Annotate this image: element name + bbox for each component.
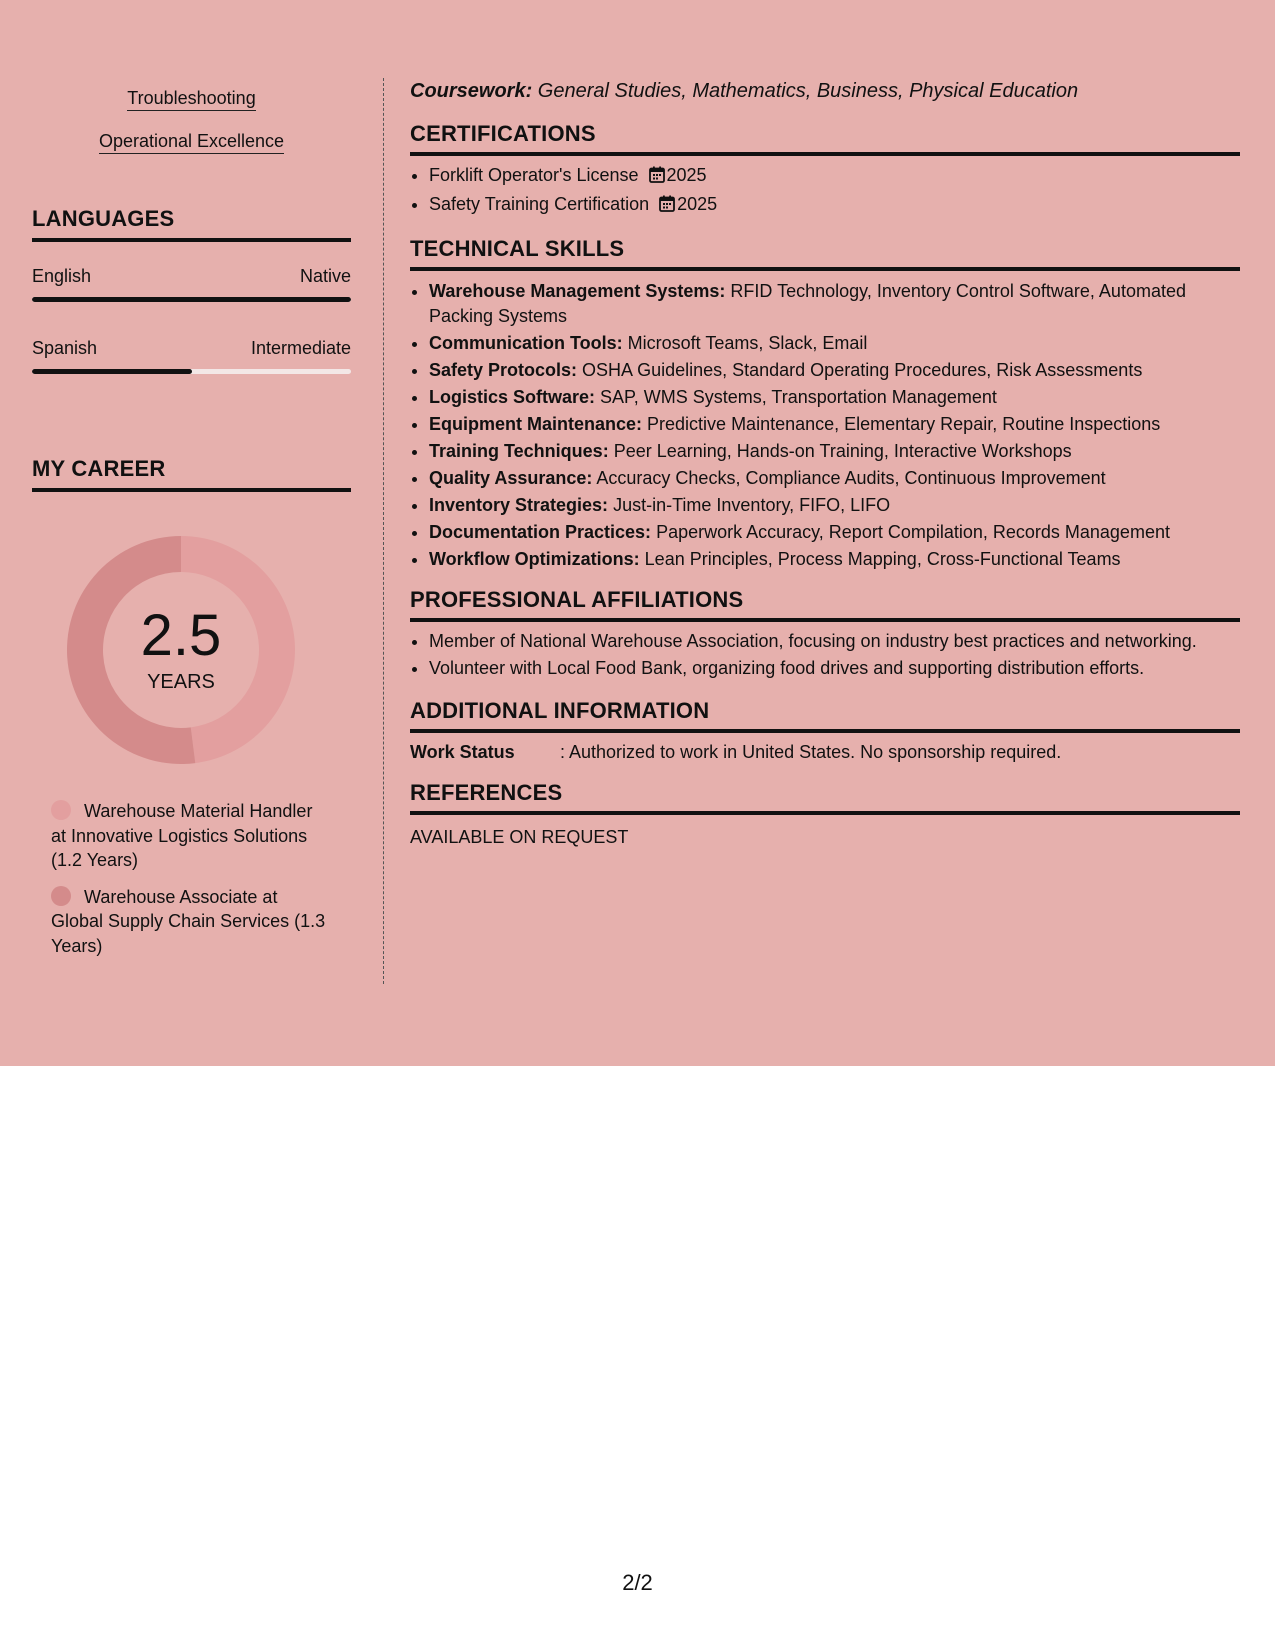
career-legend-dot	[51, 800, 71, 820]
skill-label: Documentation Practices:	[429, 521, 652, 542]
skill-tag: Troubleshooting	[127, 88, 255, 111]
certification-year: 2025	[677, 194, 718, 214]
skill-text: Just-in-Time Inventory, FIFO, LIFO	[608, 494, 891, 515]
certifications-list	[410, 162, 1240, 220]
skill-label: Equipment Maintenance:	[429, 413, 643, 434]
skill-text: OSHA Guidelines, Standard Operating Procedures, Risk Assessments	[577, 359, 1143, 380]
calendar-icon	[659, 193, 675, 220]
skill-label: Logistics Software:	[429, 386, 596, 407]
column-divider	[383, 78, 384, 984]
certification-item	[429, 162, 1240, 191]
technical-skill-item	[429, 493, 1240, 518]
main-content	[410, 78, 1240, 848]
skill-text: Paperwork Accuracy, Report Compilation, Records Management	[651, 521, 1170, 542]
language-level: Intermediate	[250, 338, 351, 358]
language-item	[32, 338, 351, 374]
additional-info-heading: ADDITIONAL INFORMATION	[410, 698, 1240, 733]
career-total-value: 2.5	[140, 603, 222, 668]
skill-text: RFID Technology, Inventory Control Software, Automated Packing Systems	[429, 281, 1186, 326]
certification-name: Safety Training Certification	[429, 194, 650, 214]
language-level: Native	[299, 266, 351, 286]
affiliation-item: • Volunteer with Local Food Bank, organizing food drives and supporting distribution efforts.	[429, 655, 1240, 682]
skill-label: Quality Assurance:	[429, 467, 593, 488]
technical-skill-item	[429, 279, 1240, 328]
coursework-label: Coursework:	[410, 80, 533, 102]
technical-skills-list	[410, 279, 1240, 571]
skill-text: SAP, WMS Systems, Transportation Management	[595, 386, 997, 407]
skill-tag: Operational Excellence	[99, 131, 284, 154]
language-proficiency-bar	[32, 297, 351, 302]
skill-label: Warehouse Management Systems:	[429, 281, 726, 301]
references-text: AVAILABLE ON REQUEST	[410, 827, 629, 847]
technical-skill-item	[429, 520, 1240, 545]
coursework-text: General Studies, Mathematics, Business, Physical Education	[532, 80, 1079, 102]
technical-skills-heading: TECHNICAL SKILLS	[410, 236, 1240, 271]
certifications-heading: CERTIFICATIONS	[410, 121, 1240, 156]
sidebar	[32, 78, 351, 958]
work-status-text: : Authorized to work in United States. No sponsorship required.	[560, 742, 1062, 762]
technical-skill-item	[429, 358, 1240, 383]
references-heading: REFERENCES	[410, 780, 1240, 815]
skill-label: Safety Protocols:	[429, 359, 578, 380]
career-item	[51, 799, 331, 873]
skill-label: Communication Tools:	[429, 332, 623, 353]
language-proficiency-fill	[32, 297, 351, 302]
skill-label: Training Techniques:	[429, 440, 609, 461]
language-proficiency-bar	[32, 369, 351, 374]
coursework-line	[410, 80, 1240, 103]
skill-text: Predictive Maintenance, Elementary Repair, Routine Inspections	[642, 413, 1161, 434]
skill-text: Lean Principles, Process Mapping, Cross-Functional Teams	[639, 548, 1121, 569]
affiliations-list	[410, 628, 1240, 682]
technical-skill-item	[429, 385, 1240, 410]
technical-skill-item	[429, 412, 1240, 437]
skill-text: Accuracy Checks, Compliance Audits, Continuous Improvement	[592, 467, 1106, 488]
skill-label: Workflow Optimizations:	[429, 548, 640, 569]
career-total-unit: YEARS	[147, 671, 215, 693]
languages-heading: LANGUAGES	[32, 206, 351, 242]
work-status-label: Work Status	[410, 742, 515, 762]
career-item	[51, 885, 331, 959]
affiliations-heading: PROFESSIONAL AFFILIATIONS	[410, 587, 1240, 622]
skill-text: Microsoft Teams, Slack, Email	[622, 332, 868, 353]
technical-skill-item	[429, 547, 1240, 572]
career-item-label: Warehouse Associate at Global Supply Chain Services (1.3 Years)	[51, 886, 326, 956]
language-item	[32, 266, 351, 302]
affiliation-item: • Member of National Warehouse Association, focusing on industry best practices and networking.	[429, 628, 1240, 655]
language-proficiency-fill	[32, 369, 192, 374]
page-number: 2/2	[622, 1570, 653, 1595]
work-status-row	[410, 742, 1240, 763]
language-name: Spanish	[32, 338, 98, 358]
certification-item	[429, 191, 1240, 220]
skill-text: Peer Learning, Hands-on Training, Interactive Workshops	[608, 440, 1072, 461]
calendar-icon	[649, 164, 665, 191]
career-legend-dot	[51, 886, 71, 906]
technical-skill-item	[429, 466, 1240, 491]
career-heading: MY CAREER	[32, 456, 351, 492]
skill-label: Inventory Strategies:	[429, 494, 609, 515]
technical-skill-item	[429, 439, 1240, 464]
certification-name: Forklift Operator's License	[429, 165, 639, 185]
language-name: English	[32, 266, 92, 286]
career-donut-chart	[66, 535, 296, 765]
certification-year: 2025	[666, 165, 707, 185]
technical-skill-item	[429, 331, 1240, 356]
career-item-label: Warehouse Material Handler at Innovative Logistics Solutions (1.2 Years)	[51, 801, 313, 870]
